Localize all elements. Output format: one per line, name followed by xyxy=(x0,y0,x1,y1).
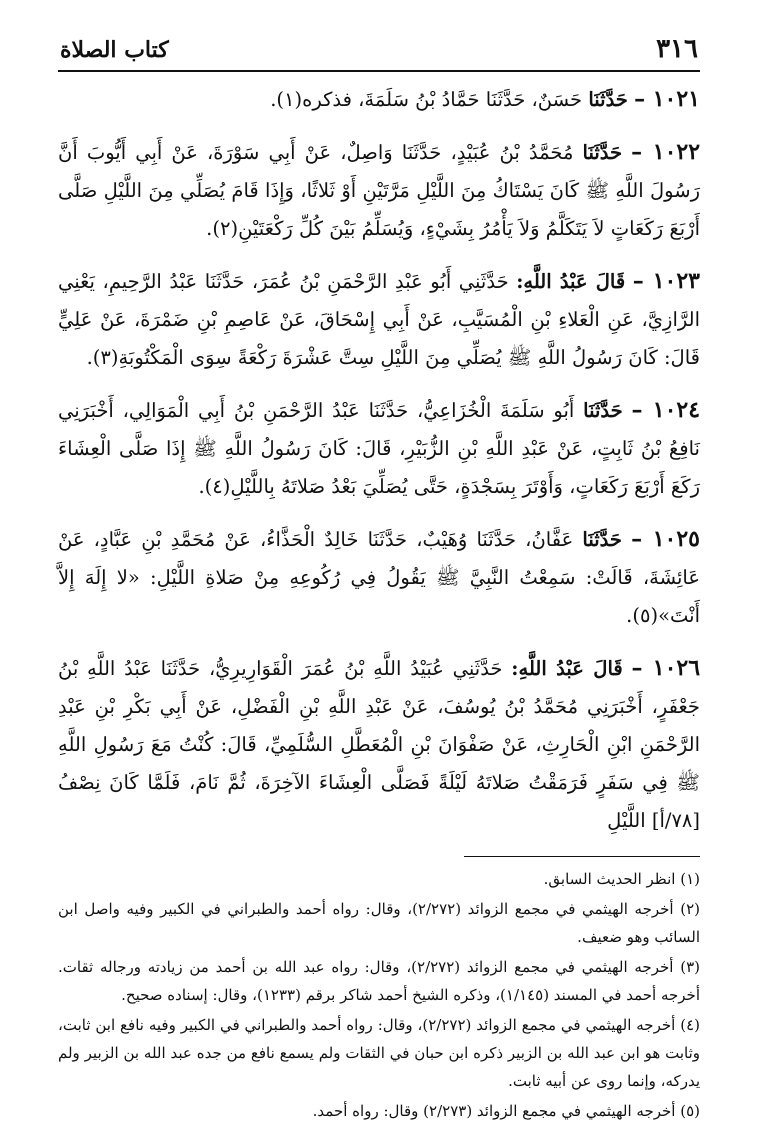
book-title: كتاب الصلاة xyxy=(60,37,169,63)
footnote-mark: (٥) xyxy=(680,1102,700,1120)
hadith-intro: حَدَّثَنَا xyxy=(588,88,628,111)
footnote-text: أخرجه الهيثمي في مجمع الزوائد (٢/٢٧٢)، وقال: رواه أحمد والطبراني في الكبير وفيه نافع ابن ثابت، وثابت هو ابن عبد الله بن الزبير ذكره ابن حبان في الثقات ولم يسمع نافع من جده عبد الله بن الزبير ولم يدركه، وإنما روى عن أبيه ثابت. xyxy=(58,1016,700,1090)
hadith-number: ١٠٢٦ – xyxy=(631,655,701,681)
footnote-2 xyxy=(58,895,700,951)
hadith-1021 xyxy=(58,80,700,119)
hadith-number: ١٠٢٤ – xyxy=(631,397,701,423)
hadith-text: مُحَمَّدُ بْنُ عُبَيْدٍ، حَدَّثَنَا وَاصِلٌ، عَنْ أَبِي سَوْرَةَ، عَنْ أَبِي أَيُّوبَ أَنَّ رَسُولَ اللَّهِ ﷺ كَانَ يَسْتَاكُ مِنَ اللَّيْلِ مَرَّتَيْنِ أَوْ ثَلاثًا، وَإِذَا قَامَ يُصَلِّي مِنَ اللَّيْلِ صَلَّى أَرْبَعَ رَكَعَاتٍ لاَ يَتَكَلَّمُ وَلاَ يَأْمُرُ بِشَيْءٍ، وَيُسَلِّمُ بَيْنَ كُلِّ رَكْعَتَيْنِ(٢). xyxy=(58,141,700,240)
footnote-4 xyxy=(58,1011,700,1095)
hadith-1025 xyxy=(58,520,700,635)
footnote-3 xyxy=(58,953,700,1009)
footnote-mark: (٣) xyxy=(680,958,700,976)
hadith-number: ١٠٢٣ – xyxy=(632,268,700,294)
hadith-list xyxy=(58,80,700,840)
footnote-mark: (١) xyxy=(680,870,700,888)
hadith-number: ١٠٢٥ – xyxy=(631,526,700,552)
hadith-1023 xyxy=(58,262,700,377)
hadith-1026 xyxy=(58,649,700,840)
footnotes xyxy=(58,865,700,1125)
hadith-intro: حَدَّثَنَا xyxy=(583,399,623,422)
hadith-intro: قَالَ عَبْدُ اللَّهِ: xyxy=(511,657,623,680)
hadith-number: ١٠٢٢ – xyxy=(631,139,701,165)
hadith-text: عَفَّانُ، حَدَّثَنَا وُهَيْبٌ، حَدَّثَنَا خَالِدٌ الْحَذَّاءُ، عَنْ مُحَمَّدِ بْنِ عَبَّادٍ، عَنْ عَائِشَةَ، قَالَتْ: سَمِعْتُ النَّبِيَّ ﷺ يَقُولُ فِي رُكُوعِهِ مِنْ صَلاةِ اللَّيْلِ: «لا إِلَهَ إِلاَّ أَنْتَ»(٥). xyxy=(58,528,700,627)
footnote-text: أخرجه الهيثمي في مجمع الزوائد (٢/٢٧٢)، وقال: رواه عبد الله بن أحمد من زيادته ورجاله ثقات. أخرجه أحمد في المسند (١/١٤٥)، وذكره الشيخ أحمد شاكر برقم (١٢٣٣)، وقال: إسناده صحيح. xyxy=(58,958,700,1004)
hadith-1022 xyxy=(58,133,700,248)
page-header xyxy=(58,34,700,72)
hadith-text: حَدَّثَنِي أَبُو عَبْدِ الرَّحْمَنِ بْنُ عُمَرَ، حَدَّثَنَا عَبْدُ الرَّحِيمِ، يَعْنِي الرَّازِيَّ، عَنِ الْعَلاءِ بْنِ الْمُسَيَّبِ، عَنْ أَبِي إِسْحَاقَ، عَنْ عَاصِمِ بْنِ ضَمْرَةَ، عَنْ عَلِيٍّ قَالَ: كَانَ رَسُولُ اللَّهِ ﷺ يُصَلِّي مِنَ اللَّيْلِ سِتَّ عَشْرَةَ رَكْعَةً سِوَى الْمَكْتُوبَةِ(٣). xyxy=(58,270,700,369)
footnote-text: أخرجه الهيثمي في مجمع الزوائد (٢/٢٧٣) وقال: رواه أحمد. xyxy=(312,1102,676,1120)
hadith-intro: حَدَّثَنَا xyxy=(582,141,623,164)
hadith-intro: قَالَ عَبْدُ اللَّهِ: xyxy=(516,270,626,293)
hadith-text: حَدَّثَنِي عُبَيْدُ اللَّهِ بْنُ عُمَرَ الْقَوَارِيرِيُّ، حَدَّثَنَا عَبْدُ اللَّهِ بْنُ جَعْفَرٍ، أَخْبَرَنِي مُحَمَّدُ بْنُ يُوسُفَ، عَنْ عَبْدِ اللَّهِ بْنِ الْفَضْلِ، عَنْ أَبِي بَكْرِ بْنِ عَبْدِ الرَّحْمَنِ ابْنِ الْحَارِثِ، عَنْ صَفْوَانَ بْنِ الْمُعَطَّلِ السُّلَمِيِّ، قَالَ: كُنْتُ مَعَ رَسُولِ اللَّهِ ﷺ فِي سَفَرٍ فَرَمَقْتُ صَلاتَهُ لَيْلَةً فَصَلَّى الْعِشَاءَ الآخِرَةَ، ثُمَّ نَامَ، فَلَمَّا كَانَ نِصْفُ [٧٨/أ] اللَّيْلِ xyxy=(58,657,700,832)
hadith-number: ١٠٢١ – xyxy=(634,86,700,112)
hadith-text: حَسَنٌ، حَدَّثَنَا حَمَّادُ بْنُ سَلَمَةَ، فذكره(١). xyxy=(270,88,583,111)
footnote-text: أخرجه الهيثمي في مجمع الزوائد (٢/٢٧٢)، وقال: رواه أحمد والطبراني في الكبير وفيه واصل ابن السائب وهو ضعيف. xyxy=(58,900,700,946)
footnote-text: انظر الحديث السابق. xyxy=(543,870,676,888)
book-page xyxy=(58,34,701,1120)
footnote-1 xyxy=(58,865,700,893)
hadith-intro: حَدَّثَنَا xyxy=(582,528,622,551)
footnote-mark: (٢) xyxy=(680,900,700,918)
footnote-5 xyxy=(58,1097,700,1125)
footnote-mark: (٤) xyxy=(680,1016,700,1034)
footnote-divider xyxy=(464,856,700,857)
page-number: ٣١٦ xyxy=(656,34,698,64)
hadith-text: أَبُو سَلَمَةَ الْخُزَاعِيُّ، حَدَّثَنَا عَبْدُ الرَّحْمَنِ بْنُ أَبِي الْمَوَالِي، أَخْبَرَنِي نَافِعُ بْنُ ثَابِتٍ، عَنْ عَبْدِ اللَّهِ بْنِ الزُّبَيْرِ، قَالَ: كَانَ رَسُولُ اللَّهِ ﷺ إِذَا صَلَّى الْعِشَاءَ رَكَعَ أَرْبَعَ رَكَعَاتٍ، وَأَوْتَرَ بِسَجْدَةٍ، حَتَّى يُصَلِّيَ بَعْدُ صَلاتَهُ بِاللَّيْلِ(٤). xyxy=(58,399,700,498)
hadith-1024 xyxy=(58,391,700,506)
